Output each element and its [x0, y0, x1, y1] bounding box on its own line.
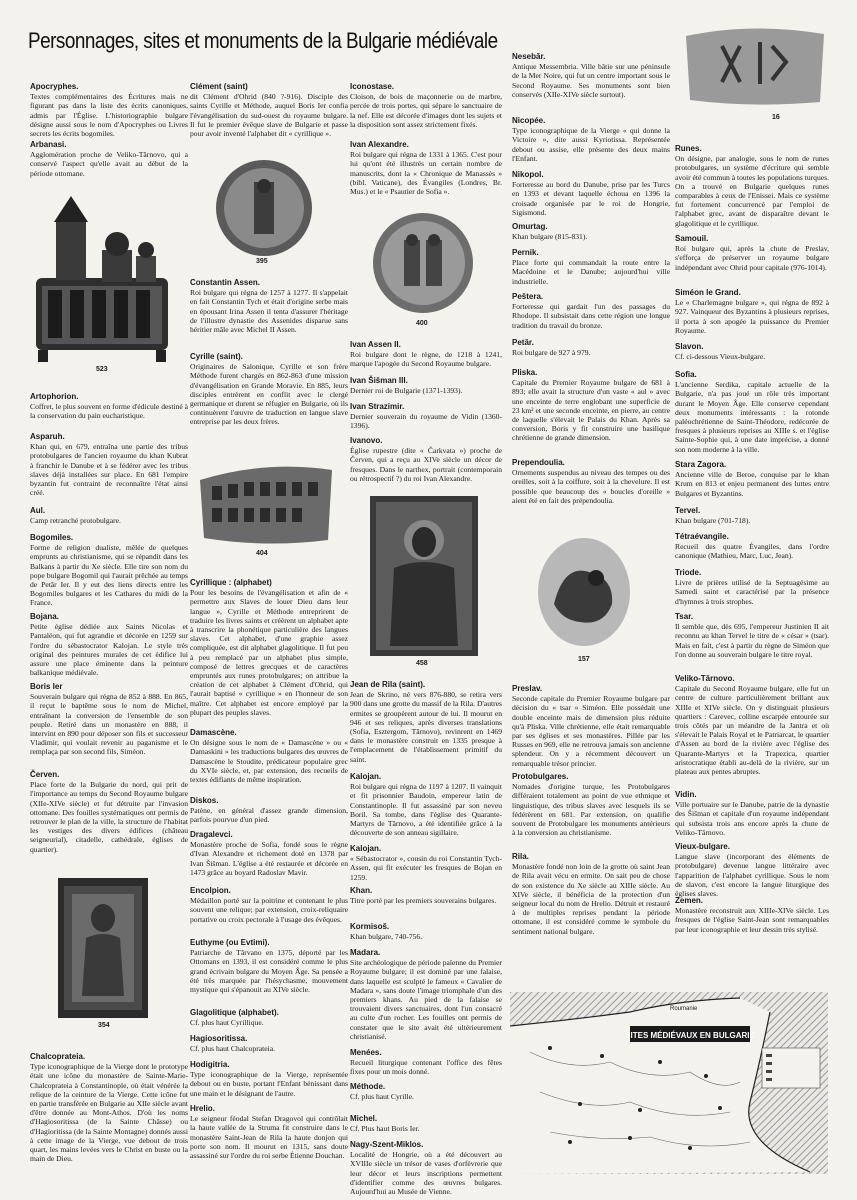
map-title: SITES MÉDIÉVAUX EN BULGARIE	[625, 1031, 755, 1040]
figure-icon-354	[58, 878, 148, 1018]
entry-tetraevangile: Tétraévangile. Recueil des quatre Évangiles, dans l'ordre canonique (Mathieu, Marc, Luc, Jean).	[675, 532, 829, 561]
figure-artophorion	[28, 190, 176, 368]
entry-methode: Méthode. Cf. plus haut Cyrille.	[350, 1082, 414, 1102]
entry-iconostase: Iconostase. Cloison, de bois de maçonnerie ou de marbre, percée de trois portes, qui sépare le sanctuaire de la nef. Elle est décorée d'images dont les sujets et la disposition sont assez strictement fixés.	[350, 82, 502, 129]
entry-euthyme: Euthyme (ou Evtimi). Patriarche de Tărvano en 1375, déporté par les Ottomans en 1393, il est considéré comme le plus grand écrivain bulgare du Moyen Âge. Sa pensée a été très marquée par l'hésychasme, mouvement mystique qui s'épanouit au XIVe siècle.	[190, 938, 348, 995]
entry-artophorion: Artophorion. Coffret, le plus souvent en forme d'édicule destiné à la conservation du pain eucharistique.	[30, 392, 188, 421]
figure-number: 354	[98, 1022, 110, 1029]
entry-kormisos: Kormisoš. Khan bulgare, 740-756.	[350, 922, 423, 942]
figure-number: 404	[256, 550, 268, 557]
figure-fresco-458	[370, 496, 478, 656]
entry-tsar: Tsar. Il semble que, dès 695, l'empereur Justinien II ait reconnu au khan Tervel le titre de « césar » (tsar). Mais en fait, c'est à partir du règne de Siméon que l'on donne au souverain bulgare le titre royal.	[675, 612, 829, 659]
entry-preslav: Preslav. Seconde capitale du Premier Royaume bulgare par décision du « tsar » Siméon. Elle possédait une double enceinte mais de dimension plus réduite qu'à Pliska. Ville chrétienne, elle était remarquable par ses églises et ses monastères. Pillée par les Russes en 969, elle ne retrouva jamais son ancienne splendeur. On y a récemment découvert un remarquable trésor princier.	[512, 684, 670, 768]
entry-michel: Michel. Cf. Plus haut Boris Ier.	[350, 1114, 420, 1134]
entry-boris: Boris Ier Souverain bulgare qui régna de 852 à 888. En 865, il reçut le baptême sous le nom de Michel, entraînant la conversion de l'ensemble de son peuple. Retiré dans un monastère en 888, il intervint en 890 pour déposer son fils et successeur Vladimir, qui voulait revenir au paganisme et le remplaça par son second fils, Siméon.	[30, 682, 188, 757]
entry-vidin: Vidin. Ville portuaire sur le Danube, patrie de la dynastie des Šišman et capitale d'un royaume indépendant qui subsista trois ans encore après la chute de Veliko-Tărnovo.	[675, 790, 829, 837]
entry-triode: Triode. Livre de prières utilisé de la Septuagésime au Samedi saint et caractérisé par la présence d'hymnes à trois strophes.	[675, 568, 829, 606]
entry-hagiosoritissa: Hagiosoritissa. Cf. plus haut Chalcoprateia.	[190, 1034, 275, 1054]
entry-bojana: Bojana. Petite église dédiée aux Saints Nicolas et Pantaléon, qui fut agrandie et décorée en 1259 sur l'ordre du sébastocrator Kalojan. Le style très original des peintures murales de cet édifice lui assure une place éminente dans la peinture balkanique médiévale.	[30, 612, 188, 678]
entry-tervel: Tervel. Khan bulgare (701-718).	[675, 506, 751, 526]
entry-menees: Menées. Recueil liturgique contenant l'office des fêtes fixes pour un mois donné.	[350, 1048, 502, 1077]
entry-arbanasi: Arbanasi. Agglomération proche de Veliko-Tărnovo, qui a conservé l'aspect qu'elle avait au début de la période ottomane.	[30, 140, 188, 178]
entry-cerven: Červen. Place forte de la Bulgarie du nord, qui prit de l'importance au temps du Second Royaume bulgare (XIIe-XIVe siècle) et fut détruite par l'invasion ottomane. Des fouilles systématiques ont permis de retrouver le plan de la ville, la structure de l'habitat les vestiges des divers édifices (château seigneurial), citadelle, cathédrale, églises de quartier).	[30, 770, 188, 854]
figure-number: 523	[96, 366, 108, 373]
entry-bogomiles: Bogomiles. Forme de religion dualiste, mêlée de quelques emprunts au christianisme, qui se répandit dans les Balkans à partir du Xe siècle. Elle tire son nom du pope bulgare Bogomil qui l'aurait prêchée au temps de Petăr Ier. Il y eut des liens directs entre les Bogomiles bulgares et les Cathares du midi de la France.	[30, 533, 188, 608]
entry-omurtag: Omurtag. Khan bulgare (815-831).	[512, 222, 588, 242]
entry-cyrille: Cyrille (saint). Originaires de Salonique, Cyrille et son frère Méthode furent chargés en 862-863 d'une mission d'évangélisation en Grande Moravie. En 885, leurs disciples entrèrent en conflit avec le clergé germanique et durent se réfugier en Bulgarie, où ils continuèrent l'œuvre de traduction en langue slave entreprise par les deux frères.	[190, 352, 348, 427]
entry-veliko-tarnovo: Veliko-Tărnovo. Capitale du Second Royaume bulgare, elle fut un centre de culture particulièrement brillant aux XIIIe et XIVe siècle. On y distinguait plusieurs quartiers : Carevec, colline escarpée entourée sur trois côtés par un méandre de la Jantra et où s'élevait le Palais Royal et le Patriarcat, le quartier d'Assen au bord de la rivière avec l'église des Quarante-Martyrs et la Trapezica, quartier aristocratique établi au-delà de la rivière, sur un plateau aux pentes abruptes.	[675, 674, 829, 777]
entry-madara: Madara. Site archéologique de période païenne du Premier Royaume bulgare; il est dominé par une falaise, dans laquelle est sculpté le fameux « Cavalier de Madara », sans doute l'image triomphale d'un des premiers khans. Au pied de la falaise se trouvaient divers sanctuaires, dont l'un consacré au culte d'un rocher. Les fouilles ont permis de constater que le site avait été ultérieurement christianisé.	[350, 948, 502, 1041]
figure-stone-404	[196, 460, 336, 548]
entry-hodigitria: Hodigitria. Type iconographique de la Vierge, représentée debout ou en buste, portant l'Enfant bénissant dans une main et le désignant de l'autre.	[190, 1060, 348, 1098]
entry-nikopol: Nikopol. Forteresse au bord du Danube, prise par les Turcs en 1393 et devant laquelle échoua en 1396 la croisade organisée par le roi de Hongrie, Sigismond.	[512, 170, 670, 217]
entry-nagy-szent-miklos: Nagy-Szent-Miklos. Localité de Hongrie, où a été découvert au XVIIIe siècle un trésor de vases d'orfèvrerie que leur décor et leurs inscriptions permettent d'identifier comme des œuvres bulgares. Aujourd'hui au Musée de Vienne.	[350, 1140, 502, 1197]
entry-jean-de-rila: Jean de Rila (saint). Jean de Skrino, né vers 876-880, se retira vers 900 dans une grotte du massif de la Rila. D'autres ermites se groupèrent autour de lui. Il mourut en 946 et ses reliques, après diverses translations (Sofia, Esztergom, Tărnovo), revinrent en 1469 dans le monastère construit en 1335 presque à l'emplacement de l'établissement primitif du saint.	[350, 680, 502, 764]
figure-number: 458	[416, 660, 428, 667]
entry-clement: Clément (saint) dit Clément d'Ohrid (840 ?-916). Disciple des saints Cyrille et Méthode, auquel Boris Ier confia l'évangélisation du sud-ouest du royaume bulgare. Il fut le premier évêque slave de Bulgarie et passe pour avoir inventé l'alphabet dit « cyrillique ».	[190, 82, 348, 139]
entry-stara-zagora: Stara Zagora. Ancienne ville de Beroe, conquise par le khan Krum en 813 et enjeu permanent des luttes entre Bulgares et Byzantins.	[675, 460, 829, 498]
figure-plaque-157	[534, 534, 634, 652]
entry-encolpion: Encolpion. Médaillon porté sur la poitrine et contenant le plus souvent une relique; par extension, croix-reliquaire portative ou croix pectorale à l'usage des évêques.	[190, 886, 348, 924]
entry-cyrillique: Cyrillique : (alphabet) Pour les besoins de l'évangélisation et afin de « permettre aux Slaves de louer Dieu dans leur langue », Cyrille et Méthode entreprirent de traduire les livres saints et créèrent un alphabet apte à transcrire la phonétique particulière des langues slaves. Cet alphabet, d'une graphie assez compliquée, est dit alphabet glagolitique. Il fut peu à peu remplacé par un alphabet plus simple, composé de lettres grecques et de caractères empruntés aux runes protobulgares; on attribue la création de cet alphabet à Clément d'Ohrid, qui l'aurait baptisé « cyrillique » en l'honneur de son maître. Cet alphabet est encore employé par la plupart des peuples slaves.	[190, 578, 348, 717]
entry-ivan-alexandre: Ivan Alexandre. Roi bulgare qui régna de 1331 à 1365. C'est pour lui qu'ont été illustrés un certain nombre de manuscrits, dont la « Chronique de Manassès » (bibl. Vaticane), des Évangiles (Londres, Br. Mus.) et le « Psautier de Sofia ».	[350, 140, 502, 197]
entry-pliska: Pliska. Capitale du Premier Royaume bulgare de 681 à 893; elle avait la structure d'un vaste « aul » avec une enceinte de terre englobant une superficie de 23 km² et une seconde enceinte, en pierre, au centre de laquelle s'élevait le Palais du Khan. Après sa conversion, Boris y fit construire une basilique chrétienne de grande dimension.	[512, 368, 670, 443]
entry-glagolitique: Glagolitique (alphabet). Cf. plus haut Cyrillique.	[190, 1008, 279, 1028]
entry-ivan-strazimir: Ivan Strazimir. Dernier souverain du royaume de Vidin (1360-1396).	[350, 402, 502, 431]
entry-runes: Runes. On désigne, par analogie, sous le nom de runes protobulgares, un système d'écriture qui semble avoir été commun à toutes les populations turques. On a trouvé en Bulgarie quelques runes comparables à ceux de l'Enissei. Mais ce système fut fortement concurrencé par l'emploi de l'alphabet grec, avant de disparaître devant le glagolitique et le cyrillique.	[675, 144, 829, 228]
entry-vieux-bulgare: Vieux-bulgare. Langue slave (incorporant des éléments de protobulgare) devenue langue littéraire avec l'apparition de l'alphabet cyrillique. Sous le nom de slavon, c'est encore la langue liturgique des églises slaves.	[675, 842, 829, 899]
entry-pernik: Pernik. Place forte qui commandait la route entre la Macédoine et le Danube; aujourd'hui ville industrielle.	[512, 248, 670, 286]
entry-ivan-sisman: Ivan Šišman III. Dernier roi de Bulgarie (1371-1393).	[350, 376, 463, 396]
entry-protobulgares: Protobulgares. Nomades d'origine turque, les Protobulgares différaient totalement au point de vue ethnique et linguistique, des tribus slaves avec lesquels ils se fédérèrent en 681. Par extension, on qualifie souvent de Protobulgare les monuments antérieurs à la conversion au christianisme.	[512, 772, 670, 838]
page-title: Personnages, sites et monuments de la Bulgarie médiévale	[28, 28, 498, 53]
entry-zemen: Zemen. Monastère reconstruit aux XIIIe-XIVe siècle. Les fresques de l'église Saint-Jean sont remarquables par leur iconographie et leur dessin très stylisé.	[675, 896, 829, 934]
entry-apocryphes: Apocryphes. Textes complémentaires des Écritures mais ne figurant pas dans la liste des écrits canoniques, admis par l'Église. L'historiographie bulgare désigne aussi sous le nom d'Apocryphes ou Livres secrets les écrits bogomiles.	[30, 82, 188, 139]
figure-runes-16	[682, 22, 828, 108]
entry-diskos: Diskos. Patène, en général d'assez grande dimension, parfois pourvue d'un pied.	[190, 796, 348, 825]
entry-prependoulia: Prependoulia. Ornements suspendus au niveau des tempes ou des oreilles, soit à la coiffure, soit à la chevelure. Il est possible que beaucoup des « boucles d'oreille » aient été en fait des prépendoulia.	[512, 458, 670, 505]
entry-aul: Aul. Camp retranché protobulgare.	[30, 506, 121, 526]
entry-kalojan-2: Kalojan. « Sébastocrator », cousin du roi Constantin Tych-Assen, qui fit exécuter les fresques de Bojan en 1259.	[350, 844, 502, 882]
entry-sofia: Sofia. L'ancienne Serdika, capitale actuelle de la Bulgarie, n'a pas joué un rôle très important durant le Moyen Âge. Elle conserve cependant deux monuments intéressants : la rotonde paléochrétienne de Saint-Théodore, redécorée de fresques à plusieurs reprises au XIIIe s. et l'église Sainte-Sophie qui, à une date imprécise, a donné son nom moderne à la ville.	[675, 370, 829, 454]
entry-ivan-assen-2: Ivan Assen II. Roi bulgare dont le règne, de 1218 à 1241, marque l'apogée du Second Royaume bulgare.	[350, 340, 502, 369]
entry-pestera: Peštera. Forteresse qui gardait l'un des passages du Rhodope. Il subsistait dans cette région une longue tradition du travail du bronze.	[512, 292, 670, 330]
entry-nicopee: Nicopée. Type iconographique de la Vierge « qui donne la Victoire », dite aussi Kyriotissa. Représentée debout ou assise, elle présente des deux mains l'Enfant.	[512, 116, 670, 163]
map-region-label: Roumanie	[670, 1006, 698, 1012]
entry-khan: Khan. Titre porté par les premiers souverains bulgares.	[350, 886, 497, 906]
entry-slavon: Slavon. Cf. ci-dessous Vieux-bulgare.	[675, 342, 766, 362]
figure-number: 16	[772, 114, 780, 121]
entry-rila: Rila. Monastère fondé non loin de la grotte où saint Jean de Rila avait vécu en ermite. On sait peu de chose de son existence du Xe siècle au XIIIe siècle. Au XIVe siècle, il bénéficia de la protection d'un seigneur local du nom de Hrelio. Détruit et restauré à de multiples reprises pendant la période ottomane, il est considéré comme le symbole du sentiment national bulgare.	[512, 852, 670, 936]
entry-chalcoprateia: Chalcoprateia. Type iconographique de la Vierge dont le prototype était une icône du monastère de Sainte-Marie-Chalcoprateia à Constantinople, où était vénérée la relique de la ceinture de la Vierge. Cette icône fut en partie transférée en Bulgarie au XIIe siècle avant d'être donnée au Mont-Athos. D'où les noms d'Hagiosoritissa (de la Sainte Châsse) ou d'Hagioritissa (de la Sainte Montagne) donnés aussi à cette image de la Vierge, vue debout de trois quart, les mains levées vers le Christ en buste ou la main de Dieu.	[30, 1052, 188, 1164]
entry-simeon: Siméon le Grand. Le « Charlemagne bulgare », qui régna de 892 à 927. Vainqueur des Byzantins à plusieurs reprises, il porta à son apogée la puissance du Premier Royaume.	[675, 288, 829, 335]
entry-asparuh: Asparuh. Khan qui, en 679, entraîna une partie des tribus protobulgares de l'ancien royaume du khan Kubrat à franchir le Danube et à se fédérer avec les tribus slaves déjà installées sur place. En 681 l'empire byzantin fut contraint de reconnaître l'état ainsi créé.	[30, 432, 188, 498]
figure-seal-400	[370, 210, 476, 316]
entry-petar: Petăr. Roi bulgare de 927 à 979.	[512, 338, 591, 358]
entry-kalojan-1: Kalojan. Roi bulgare qui régna de 1197 à 1207. Il vainquit et fit prisonnier Baudoin, empereur latin de Constantinople. Il fut assassiné par son neveu Boril. Sa tombe, dans l'église des Quarante-Martyrs de Tărnovo, a été identifiée grâce à la découverte de son anneau sigillaire.	[350, 772, 502, 838]
entry-dragalevci: Dragalevci. Monastère proche de Sofia, fondé sous le règne d'Ivan Alexandre et richement doté en 1378 par Ivan Šišman. L'église a été restaurée et décorée en 1473 grâce au boyard Radoslav Mavir.	[190, 830, 348, 877]
figure-number: 157	[578, 656, 590, 663]
entry-samouil: Samouil. Roi bulgare qui, après la chute de Preslav, s'efforça de préserver un royaume bulgare indépendant avec Ohrid pour capitale (976-1014).	[675, 234, 829, 272]
entry-ivanovo: Ivanovo. Église rupestre (dite « Čarkvata ») proche de Červen, qui a reçu au XIVe siècle un décor de fresques. Dans le narthex, portrait (contemporain ou rétrospectif ?) du roi Ivan Alexandre.	[350, 436, 502, 483]
figure-number: 400	[416, 320, 428, 327]
entry-damascene: Damascène. On désigne sous le nom de « Damascène » ou « Damaskini » les traductions bulgares des œuvres de Damascène le Stoudite, prédicateur populaire grec du XVIe siècle, et, par extension, des recueils de textes édifiants de même inspiration.	[190, 728, 348, 785]
figure-seal-395	[214, 158, 314, 258]
entry-nesebar: Nesebăr. Antique Messembria. Ville bâtie sur une péninsule de la Mer Noire, qui fut un centre important sous le Second Royaume. Ses monuments sont bien conservés (XIIe-XIVe siècle surtout).	[512, 52, 670, 99]
entry-hrelio: Hrelio. Le seigneur féodal Stefan Dragovol qui contrôlait la haute vallée de la Struma fit construire dans le monastère Saint-Jean de Rila la haute donjon qui porte son nom. Il mourut en 1315, sans doute assassiné sur l'ordre du roi serbe Étienne Douchan.	[190, 1104, 348, 1161]
map-medieval-sites	[510, 992, 828, 1174]
figure-number: 395	[256, 258, 268, 265]
entry-constantin-assen: Constantin Assen. Roi bulgare qui régna de 1257 à 1277. Il s'appelait en fait Constantin Tych et était d'origine serbe mais en épousant Irina Assen il tenta d'assurer l'héritage de l'illustre dynastie des Assenides disparue sans héritier mâle avec Michel II Assen.	[190, 278, 348, 335]
